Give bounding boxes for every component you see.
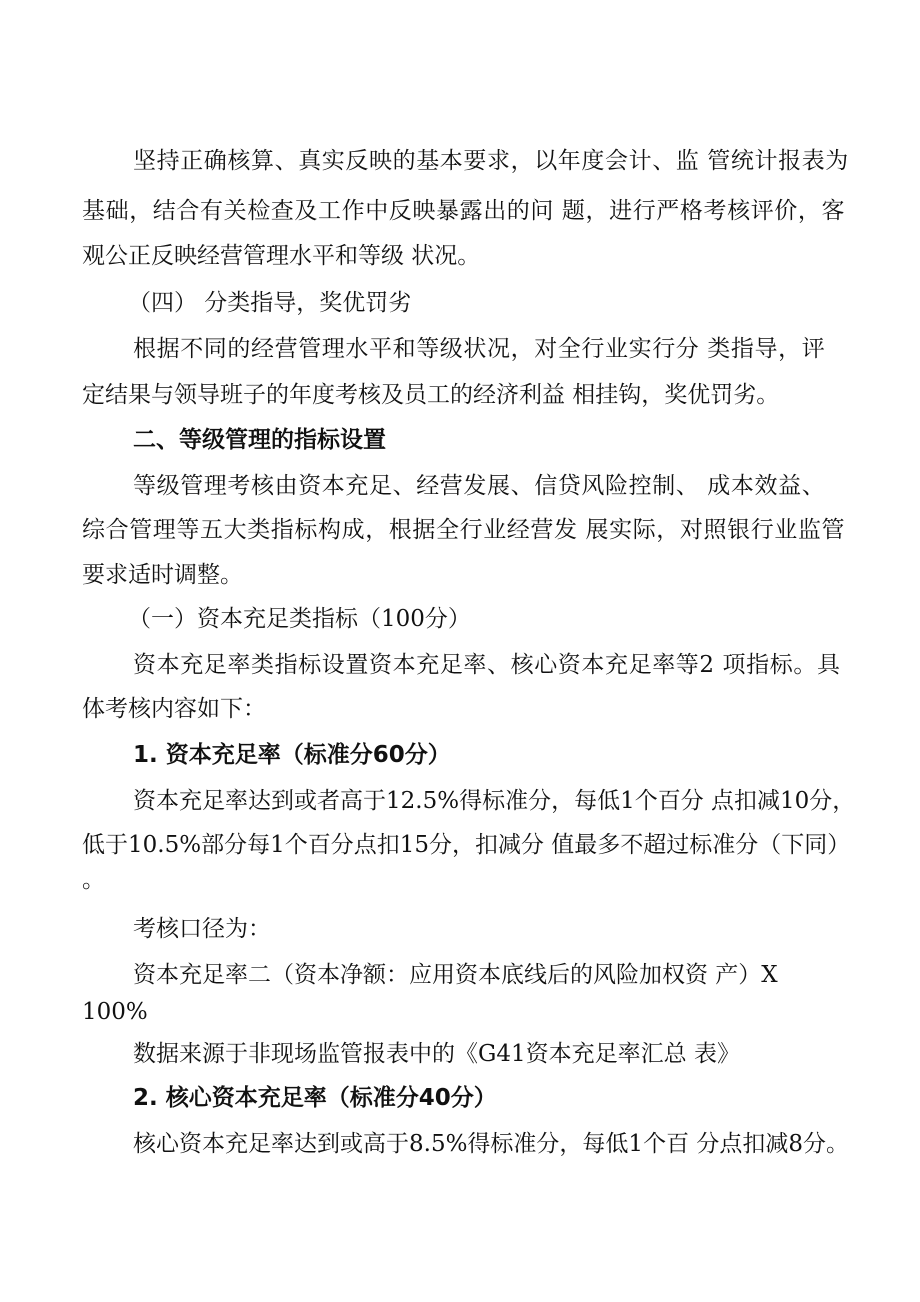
formula-line-2: 100%: [82, 999, 148, 1025]
paragraph-line-10: 要求适时调整。: [82, 562, 243, 588]
paragraph-line-13: 体考核内容如下：: [82, 696, 266, 722]
paragraph-line-1: 坚持正确核算、真实反映的基本要求，以年度会计、监 管统计报表为: [133, 148, 849, 174]
item-heading-2: 2. 核心资本充足率（标准分40分）: [133, 1085, 497, 1111]
paragraph-line-8: 等级管理考核由资本充足、经营发展、信贷风险控制、 成本效益、: [133, 473, 826, 499]
paragraph-line-21: 数据来源于非现场监管报表中的《G41资本充足率汇总 表》: [133, 1041, 740, 1067]
formula-line-1: 资本充足率二（资本净额：应用资本底线后的风险加权资 产）X: [133, 962, 778, 988]
paragraph-line-23: 核心资本充足率达到或高于8.5%得标准分，每低1个百 分点扣减8分。: [133, 1131, 850, 1157]
paragraph-line-12: 资本充足率类指标设置资本充足率、核心资本充足率等2 项指标。具: [133, 652, 841, 678]
section-heading-4: （四） 分类指导，奖优罚劣: [128, 290, 412, 316]
section-heading-2: 二、等级管理的指标设置: [133, 427, 386, 453]
subsection-heading-1: （一）资本充足类指标（100分）: [128, 606, 471, 632]
item-heading-1: 1. 资本充足率（标准分60分）: [133, 742, 451, 768]
paragraph-line-17: 。: [82, 867, 105, 893]
paragraph-line-2: 基础，结合有关检查及工作中反映暴露出的问 题，进行严格考核评价，客: [82, 198, 846, 224]
paragraph-line-18: 考核口径为：: [133, 916, 271, 942]
paragraph-line-5: 根据不同的经营管理水平和等级状况，对全行业实行分 类指导，评: [133, 336, 826, 362]
paragraph-line-15: 资本充足率达到或者高于12.5%得标准分，每低1个百分 点扣减10分，: [133, 788, 856, 814]
paragraph-line-3: 观公正反映经营管理水平和等级 状况。: [82, 243, 481, 269]
paragraph-line-6: 定结果与领导班子的年度考核及员工的经济利益 相挂钩，奖优罚劣。: [82, 382, 780, 408]
paragraph-line-9: 综合管理等五大类指标构成，根据全行业经营发 展实际，对照银行业监管: [82, 517, 846, 543]
paragraph-line-16: 低于10.5%部分每1个百分点扣15分，扣减分 值最多不超过标准分（下同）: [82, 832, 851, 858]
